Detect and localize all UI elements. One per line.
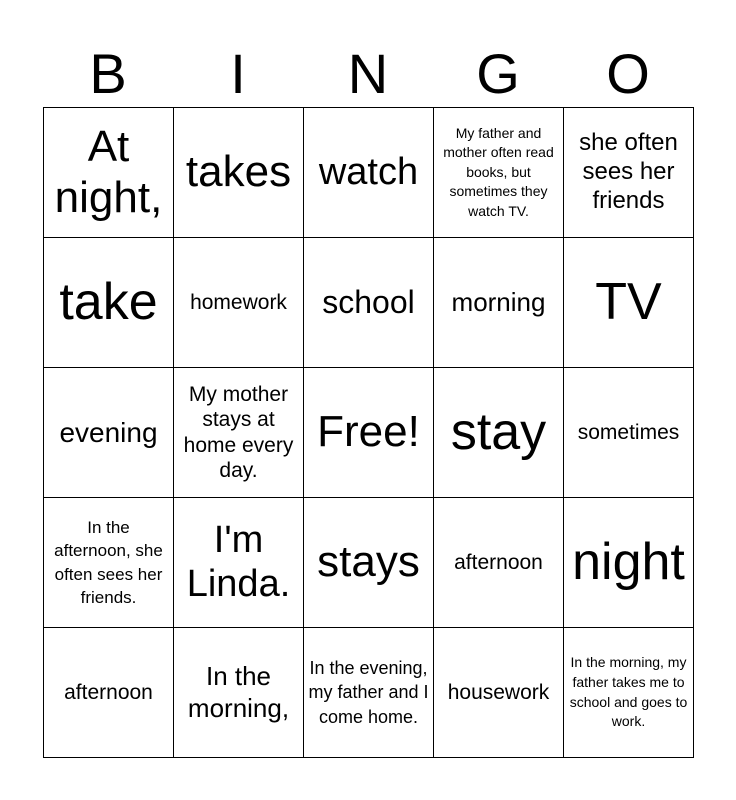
cell-text: evening — [59, 416, 158, 448]
cell-text: TV — [595, 273, 662, 332]
header-letter-b: B — [89, 42, 127, 105]
free-space-text: Free! — [317, 407, 420, 457]
bingo-cell[interactable] — [174, 628, 304, 758]
cell-text: In the evening, my father and I come home. — [308, 658, 429, 727]
cell-text: school — [322, 284, 415, 321]
cell-text: she often sees her friends — [579, 129, 678, 214]
cell-text: homework — [190, 290, 287, 314]
bingo-cell[interactable] — [304, 238, 434, 368]
cell-text: take — [59, 273, 158, 332]
bingo-cell[interactable] — [564, 108, 694, 238]
cell-text: morning — [451, 286, 546, 317]
bingo-header — [43, 40, 693, 108]
bingo-cell[interactable] — [44, 108, 174, 238]
cell-text: In the morning, — [187, 661, 290, 723]
free-space-cell[interactable] — [304, 368, 434, 498]
cell-text: In the afternoon, she often sees her friends. — [54, 518, 163, 607]
cell-text: In the morning, my father takes me to school and goes to work. — [569, 654, 688, 730]
cell-text: My father and mother often read books, but sometimes they watch TV. — [443, 124, 554, 219]
cell-text: afternoon — [454, 550, 543, 574]
bingo-cell[interactable] — [564, 628, 694, 758]
cell-text: My mother stays at home every day. — [183, 383, 294, 482]
header-letter-i: I — [230, 42, 246, 105]
bingo-cell[interactable] — [434, 498, 564, 628]
bingo-board — [43, 107, 694, 758]
header-letter-n: N — [347, 42, 389, 105]
bingo-cell[interactable] — [44, 498, 174, 628]
cell-text: I'm Linda. — [186, 518, 291, 605]
cell-text: takes — [185, 147, 292, 197]
bingo-cell[interactable] — [174, 368, 304, 498]
header-letter-o: O — [606, 42, 650, 105]
cell-text: At night, — [54, 121, 163, 222]
bingo-cell[interactable] — [44, 238, 174, 368]
bingo-cell[interactable] — [564, 368, 694, 498]
header-letter-g: G — [476, 42, 520, 105]
cell-text: afternoon — [64, 680, 153, 704]
cell-text: stay — [450, 403, 547, 462]
bingo-cell[interactable] — [564, 238, 694, 368]
bingo-cell[interactable] — [304, 108, 434, 238]
bingo-cell[interactable] — [44, 368, 174, 498]
bingo-cell[interactable] — [434, 238, 564, 368]
bingo-cell[interactable] — [434, 368, 564, 498]
bingo-cell[interactable] — [174, 498, 304, 628]
cell-text: housework — [447, 680, 550, 704]
cell-text: stays — [317, 537, 420, 587]
cell-text: night — [572, 533, 685, 592]
bingo-cell[interactable] — [174, 108, 304, 238]
bingo-cell[interactable] — [304, 498, 434, 628]
bingo-cell[interactable] — [564, 498, 694, 628]
bingo-cell[interactable] — [44, 628, 174, 758]
bingo-cell[interactable] — [174, 238, 304, 368]
bingo-cell[interactable] — [304, 628, 434, 758]
cell-text: sometimes — [577, 420, 680, 444]
cell-text: watch — [318, 150, 419, 193]
bingo-cell[interactable] — [434, 628, 564, 758]
bingo-cell[interactable] — [434, 108, 564, 238]
